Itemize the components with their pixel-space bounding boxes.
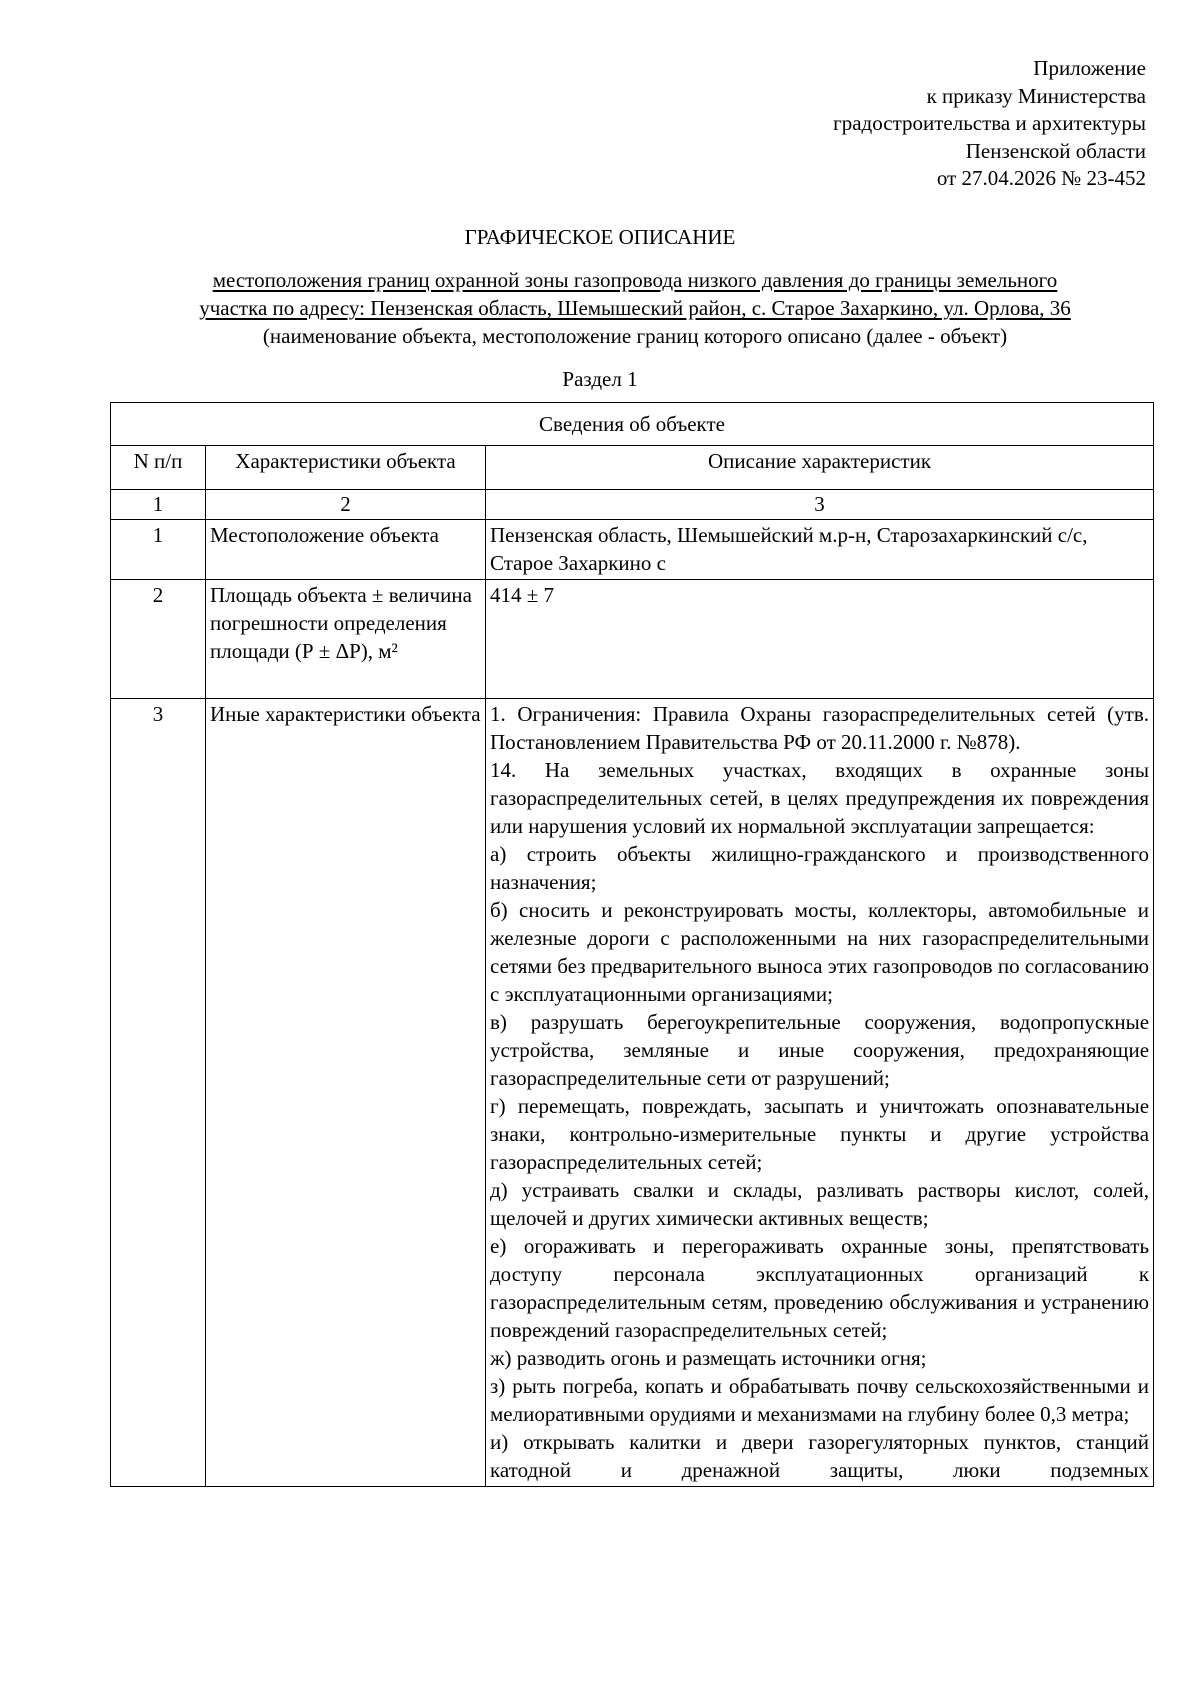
restriction-paragraph: а) строить объекты жилищно-гражданского и производственного назначения; [490,842,1150,894]
table-caption: Сведения об объекте [111,403,1154,446]
header-description: Описание характеристик [486,446,1154,490]
object-info-table [110,402,1154,1487]
restriction-paragraph: в) разрушать берегоукрепительные сооружения, водопропускные устройства, земляные и иные сооружения, предохраняющие газораспределительные сети от разрушений; [490,1010,1150,1090]
appendix-line: к приказу Министерства [926,83,1146,108]
row-description: Пензенская область, Шемышейский м.р-н, Старозахаркинский с/с, Старое Захаркино с [486,520,1154,580]
document-title: ГРАФИЧЕСКОЕ ОПИСАНИЕ [464,225,736,249]
table-row [111,699,1154,1487]
appendix-block [833,55,1146,193]
restriction-paragraph: 14. На земельных участках, входящих в охранные зоны газораспределительных сетей, в целях предупреждения их повреждения или нарушения условий их нормальной эксплуатации запрещается: [490,758,1150,838]
restriction-paragraph: г) перемещать, повреждать, засыпать и уничтожать опознавательные знаки, контрольно-измерительные пункты и другие устройства газораспределительных сетей; [490,1094,1150,1174]
column-number-row [111,490,1154,520]
row-characteristic: Местоположение объекта [206,520,486,580]
row-characteristic: Иные характеристики объекта [206,699,486,1487]
row-number: 2 [111,580,206,699]
object-name-line-1: местоположения границ охранной зоны газопровода низкого давления до границы земельного [212,268,1058,292]
restriction-paragraph: е) огораживать и перегораживать охранные зоны, препятствовать доступу персонала эксплуатационных организаций к газораспределительным сетям, проведению обслуживания и устранению повреждений газораспределительных сетей; [490,1234,1150,1342]
restriction-paragraph: з) рыть погреба, копать и обрабатывать почву сельскохозяйственными и мелиоративными орудиями и механизмами на глубину более 0,3 метра; [490,1374,1150,1426]
row-number: 3 [111,699,206,1487]
row-characteristic: Площадь объекта ± величина погрешности определения площади (Р ± ΔР), м² [206,580,486,699]
table-row [111,580,1154,699]
row-description [486,699,1154,1487]
header-number: N п/п [111,446,206,490]
section-heading: Раздел 1 [562,367,638,391]
restriction-paragraph: ж) разводить огонь и размещать источники огня; [490,1346,927,1370]
row-description: 414 ± 7 [486,580,1154,699]
table-row [111,520,1154,580]
restriction-paragraph: б) сносить и реконструировать мосты, коллекторы, автомобильные и железные дороги с расположенными на них газораспределительными сетями без предварительного выноса этих газопроводов по согласованию с эксплуатационными организациями; [490,898,1150,1006]
row-number: 1 [111,520,206,580]
restriction-paragraph: 1. Ограничения: Правила Охраны газораспределительных сетей (утв. Постановлением Правительства РФ от 20.11.2000 г. №878). [490,702,1150,754]
object-name-caption: (наименование объекта, местоположение границ которого описано (далее - объект) [262,324,1008,348]
table-caption-row [111,403,1154,446]
restriction-paragraph: д) устраивать свалки и склады, разливать растворы кислот, солей, щелочей и других химически активных веществ; [490,1178,1150,1230]
restriction-paragraph: и) открывать калитки и двери газорегуляторных пунктов, станций катодной и дренажной защиты, люки подземных [490,1430,1150,1482]
table-header-row [111,446,1154,490]
object-description [110,266,1160,350]
column-number: 2 [206,490,486,520]
header-characteristic: Характеристики объекта [206,446,486,490]
appendix-line: Пензенской области [965,138,1146,163]
column-number: 1 [111,490,206,520]
appendix-line: от 27.04.2026 № 23-452 [936,166,1146,190]
appendix-line: градостроительства и архитектуры [833,111,1146,135]
object-name-line-2: участка по адресу: Пензенская область, Шемышеский район, с. Старое Захаркино, ул. Орлова, 36 [199,296,1071,320]
appendix-line: Приложение [1033,56,1146,80]
column-number: 3 [486,490,1154,520]
